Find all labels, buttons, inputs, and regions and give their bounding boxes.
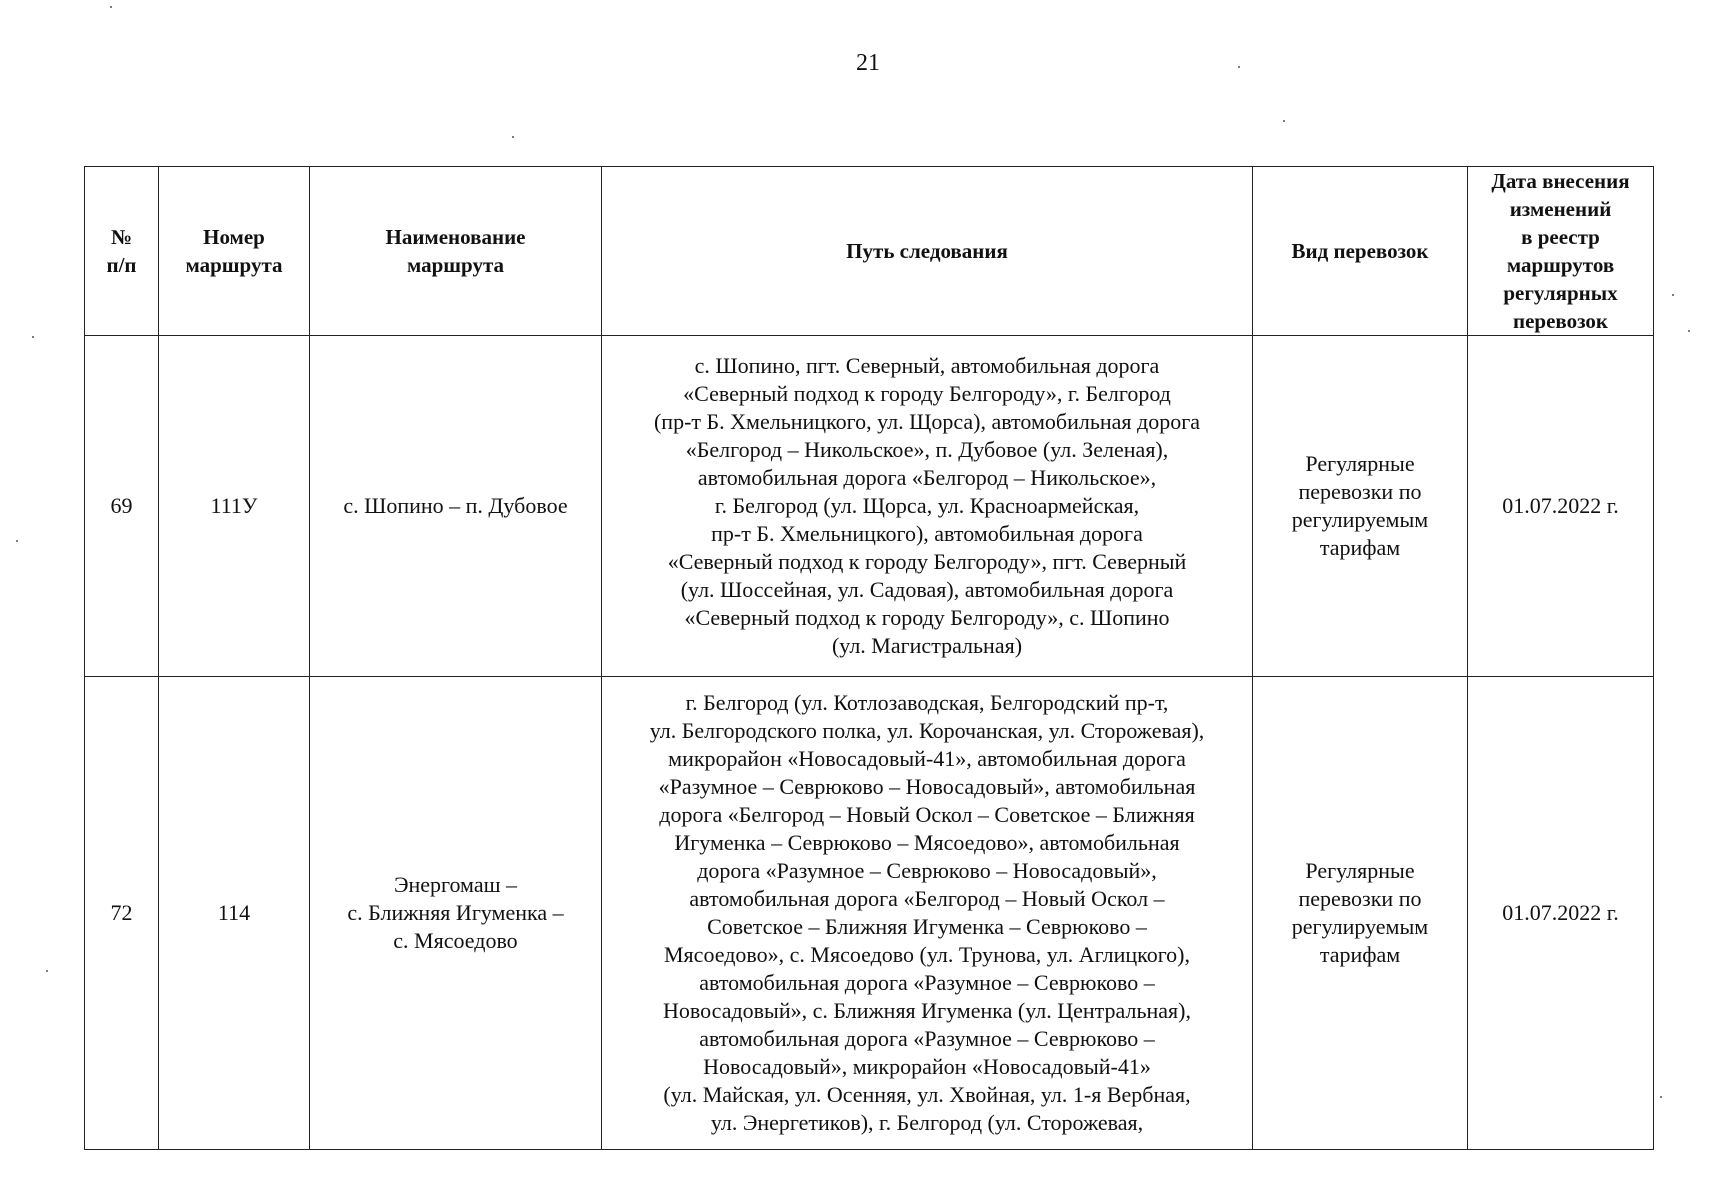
page-number: 21 [856,50,880,76]
scan-speck [1688,330,1690,332]
scan-speck [1660,1096,1662,1098]
scan-speck [32,336,34,338]
scan-speck [110,6,112,8]
table-header-row [85,167,1654,336]
cell-route-name: с. Шопино – п. Дубовое [310,336,602,677]
cell-transport-type: Регулярные перевозки по регулируемым тарифам [1253,677,1468,1150]
cell-route-path: с. Шопино, пгт. Северный, автомобильная дорога «Северный подход к городу Белгороду», г. Белгород (пр-т Б. Хмельницкого, ул. Щорса), автомобильная дорога «Белгород – Никольское», п. Дубовое (ул. Зеленая), автомобильная дорога «Белгород – Никольское», г. Белгород (ул. Щорса, ул. Красноармейская, пр-т Б. Хмельницкого), автомобильная дорога «Северный подход к городу Белгороду», пгт. Северный (ул. Шоссейная, ул. Садовая), автомобильная дорога «Северный подход к городу Белгороду», с. Шопино (ул. Магистральная) [602,336,1253,677]
table-row [85,336,1654,677]
scan-speck [1283,120,1285,122]
cell-route-path: г. Белгород (ул. Котлозаводская, Белгородский пр-т, ул. Белгородского полка, ул. Корочанская, ул. Сторожевая), микрорайон «Новосадовый-41», автомобильная дорога «Разумное – Севрюково – Новосадовый», автомобильная дорога «Белгород – Новый Оскол – Советское – Ближняя Игуменка – Севрюково – Мясоедово», автомобильная дорога «Разумное – Севрюково – Новосадовый», автомобильная дорога «Белгород – Новый Оскол – Советское – Ближняя Игуменка – Севрюково – Мясоедово», с. Мясоедово (ул. Трунова, ул. Аглицкого), автомобильная дорога «Разумное – Севрюково – Новосадовый», с. Ближняя Игуменка (ул. Центральная), автомобильная дорога «Разумное – Севрюково – Новосадовый», микрорайон «Новосадовый-41» (ул. Майская, ул. Осенняя, ул. Хвойная, ул. 1-я Вербная, ул. Энергетиков), г. Белгород (ул. Сторожевая, [602,677,1253,1150]
cell-change-date: 01.07.2022 г. [1468,336,1654,677]
header-index: № п/п [85,167,159,336]
cell-transport-type: Регулярные перевозки по регулируемым тарифам [1253,336,1468,677]
cell-route-number: 111У [159,336,310,677]
cell-index: 72 [85,677,159,1150]
cell-change-date: 01.07.2022 г. [1468,677,1654,1150]
header-route-path: Путь следования [602,167,1253,336]
header-transport-type: Вид перевозок [1253,167,1468,336]
scan-speck [16,540,18,542]
scan-speck [46,970,48,972]
table-row [85,677,1654,1150]
header-change-date: Дата внесения изменений в реестр маршрутов регулярных перевозок [1468,167,1654,336]
header-route-name: Наименование маршрута [310,167,602,336]
cell-index: 69 [85,336,159,677]
scan-speck [512,136,514,138]
header-route-number: Номер маршрута [159,167,310,336]
routes-registry-table [84,166,1654,1150]
cell-route-number: 114 [159,677,310,1150]
cell-route-name: Энергомаш – с. Ближняя Игуменка – с. Мясоедово [310,677,602,1150]
scan-speck [1672,294,1674,296]
scan-speck [1238,66,1240,68]
